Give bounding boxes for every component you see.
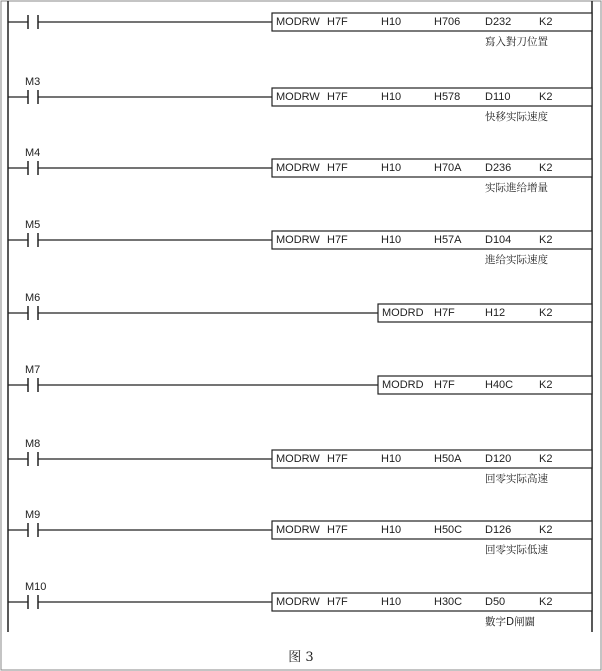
contact-label: M4 xyxy=(25,147,41,159)
instruction-operand: D104 xyxy=(485,234,512,246)
instruction-operand: K2 xyxy=(539,234,553,246)
instruction-operand: D126 xyxy=(485,524,512,536)
instruction-name: MODRW xyxy=(276,524,320,536)
instruction-operand: H10 xyxy=(381,91,402,103)
contact-label: M9 xyxy=(25,509,41,521)
instruction-operand: H10 xyxy=(381,234,402,246)
instruction-operand: D110 xyxy=(485,91,511,103)
instruction-name: MODRW xyxy=(276,234,320,246)
rung-comment: 实际進给增量 xyxy=(485,182,548,194)
instruction-operand: K2 xyxy=(539,307,553,319)
instruction-operand: H7F xyxy=(327,162,348,174)
instruction-operand: H57A xyxy=(434,234,462,246)
instruction-operand: H30C xyxy=(434,596,463,608)
figure-caption: 图 3 xyxy=(288,650,314,665)
instruction-operand: H50C xyxy=(434,524,463,536)
contact-label: M7 xyxy=(25,364,41,376)
instruction-operand: H7F xyxy=(327,91,348,103)
rung-comment: 回零实际高速 xyxy=(485,473,548,485)
instruction-operand: K2 xyxy=(539,379,553,391)
instruction-operand: H10 xyxy=(381,453,402,465)
instruction-operand: H10 xyxy=(381,524,402,536)
instruction-operand: D232 xyxy=(485,16,512,28)
instruction-name: MODRD xyxy=(382,307,424,319)
instruction-operand: H12 xyxy=(485,307,506,319)
instruction-name: MODRW xyxy=(276,453,320,465)
instruction-operand: H7F xyxy=(434,379,455,391)
instruction-operand: D236 xyxy=(485,162,512,174)
contact-label: M5 xyxy=(25,219,41,231)
contact-label: M8 xyxy=(25,438,41,450)
instruction-operand: H7F xyxy=(327,234,348,246)
contact-label: M10 xyxy=(25,581,47,593)
rung-comment: 寫入對刀位置 xyxy=(485,36,548,48)
rung-comment: 快移实际速度 xyxy=(485,111,548,123)
instruction-operand: H7F xyxy=(434,307,455,319)
instruction-operand: K2 xyxy=(539,453,553,465)
instruction-operand: H7F xyxy=(327,16,348,28)
instruction-name: MODRW xyxy=(276,16,320,28)
instruction-operand: K2 xyxy=(539,524,553,536)
instruction-operand: H10 xyxy=(381,162,402,174)
rung-comment: 進给实际速度 xyxy=(485,254,548,266)
instruction-operand: H578 xyxy=(434,91,461,103)
rung-comment: 回零实际低速 xyxy=(485,544,548,556)
instruction-name: MODRW xyxy=(276,91,320,103)
rung-comment: 數字D闸闢 xyxy=(485,616,536,628)
instruction-name: MODRW xyxy=(276,162,320,174)
instruction-operand: H10 xyxy=(381,596,402,608)
instruction-operand: H7F xyxy=(327,596,348,608)
instruction-name: MODRW xyxy=(276,596,320,608)
instruction-operand: H10 xyxy=(381,16,402,28)
instruction-operand: H706 xyxy=(434,16,461,28)
instruction-operand: H40C xyxy=(485,379,514,391)
instruction-name: MODRD xyxy=(382,379,424,391)
instruction-operand: H7F xyxy=(327,524,348,536)
contact-label: M6 xyxy=(25,292,41,304)
instruction-operand: K2 xyxy=(539,91,553,103)
instruction-operand: H50A xyxy=(434,453,462,465)
instruction-operand: H7F xyxy=(327,453,348,465)
instruction-operand: K2 xyxy=(539,16,553,28)
instruction-operand: D50 xyxy=(485,596,506,608)
instruction-operand: K2 xyxy=(539,162,553,174)
instruction-operand: H70A xyxy=(434,162,462,174)
instruction-operand: D120 xyxy=(485,453,512,465)
instruction-operand: K2 xyxy=(539,596,553,608)
contact-label: M3 xyxy=(25,76,41,88)
